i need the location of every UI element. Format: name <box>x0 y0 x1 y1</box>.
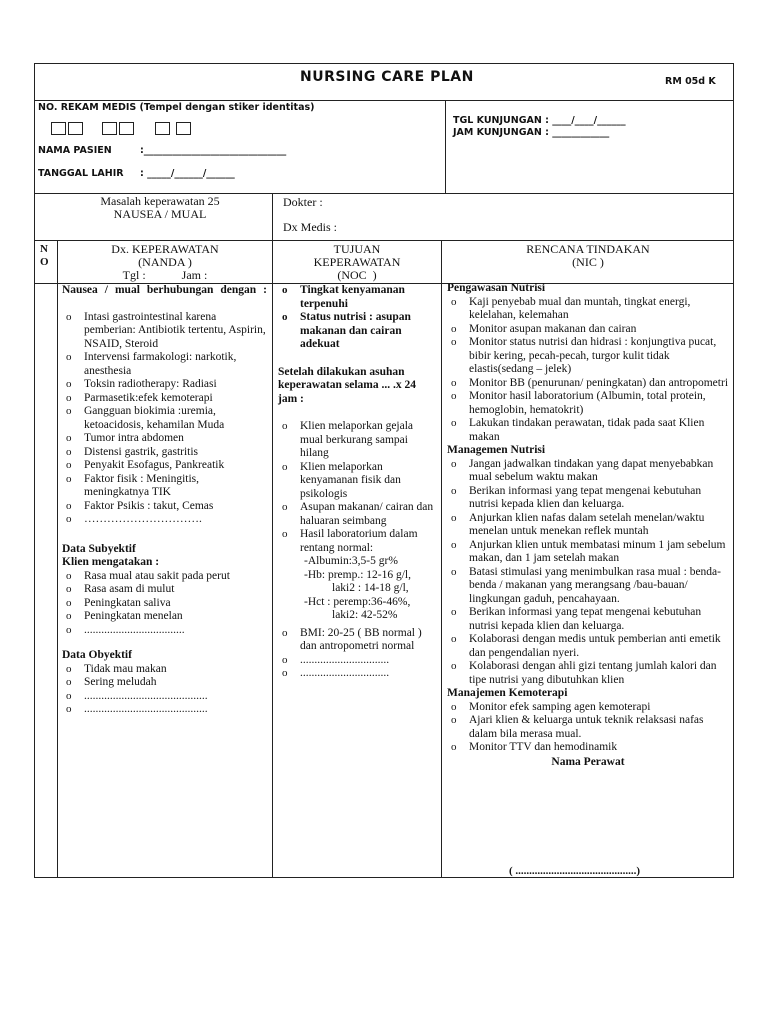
list-item <box>447 485 729 512</box>
list-item-text: Klien melaporkan kenyamanan fisik dan psikologis <box>300 460 401 500</box>
problem-name: NAUSEA / MUAL <box>113 207 207 221</box>
list-item-text: Faktor Psikis : takut, Cemas <box>84 499 214 512</box>
patient-name-label: NAMA PASIEN <box>38 145 112 156</box>
list-item-text: Peningkatan saliva <box>84 596 171 609</box>
list-item-text: Kolaborasi dengan ahli gizi tentang jumlah kalori dan tipe nutrisi yang dibutuhkan klien <box>469 660 717 686</box>
list-item <box>62 513 267 527</box>
list-item <box>62 392 267 406</box>
bullet-icon: o <box>282 460 288 473</box>
list-item <box>62 432 267 446</box>
objective-title: Data Obyektif <box>62 649 132 661</box>
dob-field[interactable]: : _____/______/______ <box>140 168 235 179</box>
bullet-icon: o <box>66 610 72 622</box>
list-item <box>447 606 729 633</box>
list-item-text: Tingkat kenyamanan terpenuhi <box>300 284 405 310</box>
bullet-icon: o <box>66 459 72 471</box>
bullet-icon: o <box>451 511 457 524</box>
list-item <box>62 405 267 432</box>
list-item <box>62 500 267 514</box>
nurse-name-label: Nama Perawat <box>551 755 625 768</box>
bullet-icon: o <box>451 484 457 497</box>
record-box[interactable] <box>102 122 117 135</box>
divider <box>445 100 446 193</box>
list-item-text: ........................................... <box>84 703 208 715</box>
lab-value: laki2: 42-52% <box>332 609 398 621</box>
list-item-text: ............................... <box>300 653 390 666</box>
list-item-text: Berikan informasi yang tepat mengenai kebutuhan nutrisi kepada klien dan keluarga. <box>469 484 702 510</box>
col-dx-meta: Tgl : Jam : <box>122 268 208 282</box>
bullet-icon: o <box>282 528 288 540</box>
list-item-text: Faktor fisik : Meningitis, meningkatnya TIK <box>84 472 199 498</box>
nic-sec2-title: Managemen Nutrisi <box>447 444 546 456</box>
bullet-icon: o <box>282 667 288 679</box>
bullet-icon: o <box>66 596 72 609</box>
list-item-text: Penyakit Esofagus, Pankreatik <box>84 459 225 471</box>
bullet-icon: o <box>66 351 72 363</box>
bullet-icon: o <box>282 311 288 323</box>
bullet-icon: o <box>451 538 457 551</box>
list-item-text: Kaji penyebab mual dan muntah, tingkat energi, kelelahan, kelemahan <box>469 295 691 321</box>
list-item-text: Monitor status nutrisi dan hidrasi : konjungtiva pucat, bibir kering, pecah-pecah, turgor kulit tidak elastis(sedang – jelek) <box>469 336 717 375</box>
list-item <box>62 676 267 690</box>
list-item-text: Sering meludah <box>84 676 157 688</box>
list-item-text: Monitor asupan makanan dan cairan <box>469 322 637 335</box>
nanda-causes <box>62 311 267 527</box>
bullet-icon: o <box>451 565 457 578</box>
list-item <box>62 624 267 638</box>
list-item <box>278 311 436 352</box>
list-item-text: Monitor efek samping agen kemoterapi <box>469 700 651 713</box>
list-item-text: Monitor hasil laboratorium (Albumin, total protein, hemoglobin, hematokrit) <box>469 390 706 416</box>
bullet-icon: o <box>451 741 457 753</box>
divider <box>34 100 734 101</box>
list-item-text: Status nutrisi : asupan makanan dan cairan adekuat <box>300 311 411 350</box>
list-item <box>447 417 729 444</box>
bullet-icon: o <box>451 336 457 348</box>
list-item <box>447 633 729 660</box>
bullet-icon: o <box>451 457 457 470</box>
nurse-signature-field[interactable]: ( ............................................) <box>509 865 641 877</box>
subjective-subtitle: Klien mengatakan : <box>62 556 160 568</box>
noc-blanks <box>278 654 436 681</box>
form-code: RM 05d K <box>665 76 716 87</box>
list-item <box>278 654 436 668</box>
divider <box>57 240 58 878</box>
list-item <box>62 583 267 597</box>
list-item-text: Intasi gastrointestinal karena pemberian: Antibiotik tertentu, Aspirin, NSAID, Steroid <box>84 310 266 350</box>
bullet-icon: o <box>66 623 72 636</box>
divider <box>34 240 734 241</box>
bullet-icon: o <box>66 472 72 485</box>
list-item-text: ............................... <box>300 667 390 679</box>
col-dx-sub: (NANDA ) <box>138 255 192 269</box>
bullet-icon: o <box>66 676 72 688</box>
bullet-icon: o <box>66 445 72 458</box>
list-item-text: ................................... <box>84 623 185 636</box>
bullet-icon: o <box>451 714 457 726</box>
col-goal-title2: KEPERAWATAN <box>313 255 401 269</box>
record-box[interactable] <box>155 122 170 135</box>
nic-sec2-list <box>447 458 729 688</box>
list-item <box>447 296 729 323</box>
list-item <box>447 701 729 715</box>
list-item <box>62 597 267 611</box>
noc-goals <box>278 284 436 352</box>
bullet-icon: o <box>451 700 457 713</box>
list-item-text: Klien melaporkan gejala mual berkurang sampai hilang <box>300 420 414 459</box>
patient-name-field[interactable]: :______________________________ <box>140 145 287 156</box>
bullet-icon: o <box>451 295 457 308</box>
bullet-icon: o <box>282 626 288 639</box>
page-title: NURSING CARE PLAN <box>300 69 474 85</box>
col-plan-sub: (NIC ) <box>572 255 604 269</box>
list-item <box>62 459 267 473</box>
bullet-icon: o <box>66 689 72 702</box>
bullet-icon: o <box>451 606 457 618</box>
col-goal-sub: (NOC ) <box>337 268 377 282</box>
list-item <box>447 660 729 687</box>
lab-value: -Albumin:3,5-5 gr% <box>304 555 398 567</box>
record-box[interactable] <box>119 122 134 135</box>
list-item <box>62 446 267 460</box>
list-item-text: Rasa mual atau sakit pada perut <box>84 569 230 582</box>
list-item <box>62 378 267 392</box>
list-item <box>447 390 729 417</box>
list-item <box>447 714 729 741</box>
bullet-icon: o <box>66 391 72 404</box>
list-item <box>447 336 729 377</box>
list-item-text: Kolaborasi dengan medis untuk pemberian anti emetik dan pengendalian nyeri. <box>469 633 721 659</box>
list-item-text: Monitor TTV dan hemodinamik <box>469 741 618 753</box>
bullet-icon: o <box>282 653 288 666</box>
list-item-text: Berikan informasi yang tepat mengenai kebutuhan nutrisi kepada klien dan keluarga. <box>469 606 702 632</box>
list-item <box>62 473 267 500</box>
nic-sec1-title: Pengawasan Nutrisi <box>447 282 546 294</box>
list-item-text: Tumor intra abdomen <box>84 432 184 444</box>
list-item <box>447 512 729 539</box>
list-item <box>447 539 729 566</box>
list-item-text: Rasa asam di mulut <box>84 583 175 595</box>
noc-column <box>278 284 436 681</box>
list-item-text: Tidak mau makan <box>84 662 167 675</box>
bullet-icon: o <box>66 378 72 390</box>
lab-value: -Hb: premp.: 12-16 g/l, <box>304 568 411 581</box>
lab-value: -Hct : peremp:36-46%, <box>304 595 411 608</box>
visit-date-field[interactable]: TGL KUNJUNGAN : ____/____/______ <box>453 115 626 126</box>
bmi-item <box>278 627 436 654</box>
list-item-text: Anjurkan klien nafas dalam setelah menelan/waktu menelan untuk menekan reflek muntah <box>469 511 705 537</box>
bullet-icon: o <box>66 662 72 675</box>
list-item-text: Batasi stimulasi yang menimbulkan rasa mual : benda-benda / makanan yang merangsang /bau-bauan/ lingkungan gaduh, pencahayaan. <box>469 565 721 605</box>
bmi-text: BMI: 20-25 ( BB normal ) dan antropometri normal <box>300 626 422 652</box>
bullet-icon: o <box>451 660 457 672</box>
objective-list <box>62 663 267 717</box>
list-item <box>278 528 436 555</box>
list-item <box>62 570 267 584</box>
lab-value: laki2 : 14-18 g/l, <box>332 582 409 594</box>
list-item <box>447 458 729 485</box>
list-item-text: ........................................... <box>84 689 208 702</box>
list-item-text: Peningkatan menelan <box>84 610 183 622</box>
list-item <box>278 284 436 311</box>
bullet-icon: o <box>66 405 72 417</box>
list-item-text: Jangan jadwalkan tindakan yang dapat menyebabkan mual sebelum waktu makan <box>469 457 714 483</box>
list-item <box>62 663 267 677</box>
nic-column <box>447 282 729 769</box>
list-item <box>447 741 729 755</box>
nanda-intro: Nausea / mual berhubungan dengan : <box>62 284 267 296</box>
bullet-icon: o <box>282 501 288 513</box>
visit-time-field[interactable]: JAM KUNJUNGAN : ____________ <box>453 127 610 138</box>
list-item <box>278 667 436 681</box>
lab-values <box>278 555 436 623</box>
bullet-icon: o <box>66 513 72 525</box>
record-box[interactable] <box>68 122 83 135</box>
list-item-text: Gangguan biokimia :uremia, ketoacidosis, kehamilan Muda <box>84 405 225 431</box>
bullet-icon: o <box>282 284 288 296</box>
record-number-label: NO. REKAM MEDIS (Tempel dengan stiker identitas) <box>38 102 315 113</box>
problem-title: Masalah keperawatan 25 <box>100 194 220 208</box>
list-item-text: Toksin radiotherapy: Radiasi <box>84 378 217 390</box>
list-item-text: Asupan makanan/ cairan dan haluaran seimbang <box>300 501 434 527</box>
list-item <box>447 566 729 607</box>
list-item-text: Ajari klien & keluarga untuk teknik relaksasi nafas dalam bila merasa mual. <box>469 714 704 740</box>
bullet-icon: o <box>451 322 457 335</box>
nanda-column <box>62 284 267 717</box>
list-item-text: Distensi gastrik, gastritis <box>84 445 199 458</box>
nic-sec3-title: Manajemen Kemoterapi <box>447 687 568 699</box>
col-dx-title: Dx. KEPERAWATAN <box>111 242 219 256</box>
bullet-icon: o <box>66 499 72 512</box>
list-item <box>62 703 267 717</box>
noc-outcomes <box>278 420 436 555</box>
col-no-header: N O <box>40 243 49 268</box>
nic-sec1-list <box>447 296 729 445</box>
list-item <box>447 323 729 337</box>
list-item <box>62 610 267 624</box>
list-item <box>278 420 436 461</box>
list-item-text: Parmasetik:efek kemoterapi <box>84 391 213 404</box>
list-item-text: Intervensi farmakologi: narkotik, anesthesia <box>84 351 237 377</box>
list-item-text: Hasil laboratorium dalam rentang normal: <box>300 528 418 554</box>
list-item <box>447 377 729 391</box>
divider <box>272 193 273 878</box>
list-item-text: …………………………. <box>84 513 202 525</box>
col-plan-title: RENCANA TINDAKAN <box>526 242 650 256</box>
subjective-list <box>62 570 267 638</box>
medical-dx-field[interactable]: Dx Medis : <box>283 220 337 234</box>
list-item-text: Monitor BB (penurunan/ peningkatan) dan antropometri <box>469 376 729 389</box>
col-goal-title: TUJUAN <box>333 242 381 256</box>
bullet-icon: o <box>66 703 72 715</box>
list-item <box>278 501 436 528</box>
record-box[interactable] <box>51 122 66 135</box>
subjective-title: Data Subyektif <box>62 542 136 555</box>
list-item <box>278 461 436 502</box>
list-item <box>62 690 267 704</box>
record-box[interactable] <box>176 122 191 135</box>
divider <box>441 240 442 878</box>
bullet-icon: o <box>66 432 72 444</box>
noc-after: Setelah dilakukan asuhan keperawatan selama ... .x 24 jam : <box>278 365 416 405</box>
bullet-icon: o <box>451 390 457 402</box>
bullet-icon: o <box>66 310 72 323</box>
nic-sec3-list <box>447 701 729 755</box>
list-item-text: Lakukan tindakan perawatan, tidak pada saat Klien makan <box>469 417 705 443</box>
list-item <box>62 351 267 378</box>
bullet-icon: o <box>451 633 457 645</box>
bullet-icon: o <box>282 420 288 432</box>
list-item <box>62 311 267 352</box>
bullet-icon: o <box>66 583 72 595</box>
bullet-icon: o <box>66 569 72 582</box>
list-item-text: Anjurkan klien untuk membatasi minum 1 jam sebelum makan, dan 1 jam setelah makan <box>469 538 726 564</box>
bullet-icon: o <box>451 376 457 389</box>
bullet-icon: o <box>451 417 457 429</box>
dob-label: TANGGAL LAHIR <box>38 168 124 179</box>
doctor-field[interactable]: Dokter : <box>283 195 323 209</box>
